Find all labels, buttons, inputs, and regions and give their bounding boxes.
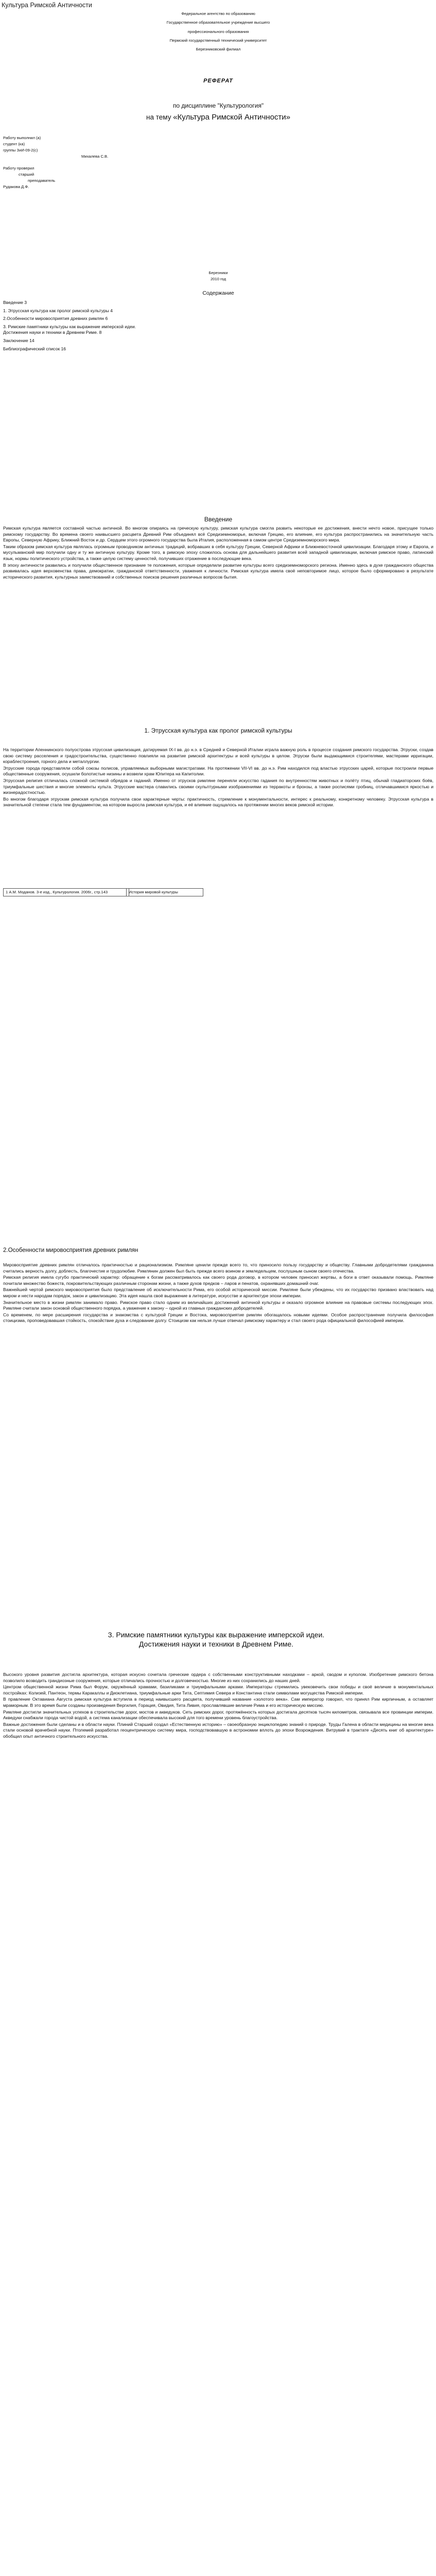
toc-item[interactable]: 1. Этрусская культура как пролог римской культуры 4 xyxy=(3,308,113,313)
toc-item[interactable]: 3. Римские памятники культуры как выражение имперской идеи. xyxy=(3,324,136,329)
year: 2010 год xyxy=(210,277,226,282)
toc-list xyxy=(3,300,433,354)
toc-item[interactable]: Заключение 14 xyxy=(3,337,34,343)
toc-item[interactable]: 2.Особенности мировосприятия древних римлян 6 xyxy=(3,316,108,321)
header-line: Государственное образовательное учреждение высшего xyxy=(166,20,270,25)
section2-heading: 2.Особенности мировосприятия древних римлян xyxy=(3,1247,138,1253)
footnote-box: 1 А.М. Моданов. 3-е изд., Культурология. 2006г., стр.143 xyxy=(3,888,129,896)
theme-title: «Культура Римской Античности» xyxy=(173,113,290,122)
referat-title: РЕФЕРАТ xyxy=(203,78,233,84)
checker-position-2: преподаватель xyxy=(28,178,56,183)
checker-position: старший xyxy=(19,172,34,177)
intro-heading-wrap xyxy=(3,515,433,523)
document-title: Культура Римской Античности xyxy=(2,2,92,9)
paragraph: Со временем, по мере расширения государства и знакомства с культурой Греции и Востока, мировосприятие римлян обогащалось новыми идеями. Особое распространение получила философия стоицизма, проповедовавшая стойкость, спокойствие духа и следование долгу. Стоицизм как нельзя лучше отвечал римскому характеру и стал своего рода официальной философией империи. xyxy=(3,1312,433,1324)
section2-heading-wrap xyxy=(3,1247,433,1255)
toc-item[interactable]: Введение 3 xyxy=(3,300,27,305)
paragraph: Этрусские города представляли собой союзы полисов, управляемых выборными магистратами. На протяжении VII-VI вв. до н.э. Рим находился под властью этрусских царей, которые построили первые общественные сооружения, осушили болотистые низины и возвели храм Юпитера на Капитолии. xyxy=(3,765,433,777)
header-line: профессионального образования xyxy=(187,29,249,34)
footnote-box: История мировой культуры xyxy=(126,888,203,896)
header-line: Пермский государственный технический университет xyxy=(169,38,267,43)
theme-line xyxy=(3,112,433,123)
section3-body xyxy=(3,1672,433,1740)
paragraph: Высокого уровня развития достигла архитектура, которая искусно сочетала греческие ордера с собственными конструктивными находками – аркой, сводом и куполом. Изобретение римского бетона позволило возводить грандиозные сооружения, которые отличались прочностью и долговечностью. Многие из них сохранились до наших дней. xyxy=(3,1672,433,1683)
section1-body xyxy=(3,747,433,809)
paragraph: Важные достижения были сделаны и в области науки. Плиний Старший создал «Естественную историю» – своеобразную энциклопедию знаний о природе. Труды Галена в области медицины на многие века стали основой врачебной науки. Птолемей разработал геоцентрическую систему мира, господствовавшую в астрономии вплоть до эпохи Возрождения. Витрувий в трактате «Десять книг об архитектуре» обобщил опыт античного строительного искусства. xyxy=(3,1721,433,1739)
student-label: студент (ка) xyxy=(3,142,25,147)
section3-heading-wrap xyxy=(93,1631,340,1649)
paragraph: Этрусская религия отличалась сложной системой обрядов и гаданий. Именно от этрусков римляне переняли искусство гадания по внутренностям животных и полёту птиц, обычай гладиаторских боёв, триумфальные шествия и многие элементы культа. Этрусские мастера славились своими скульптурными изображениями из терракоты и бронзы, а также росписями гробниц, отличавшимися яркостью и жизнерадостностью. xyxy=(3,777,433,795)
paragraph: Важнейшей чертой римского мировосприятия было представление об исключительности Рима, его особой исторической миссии. Римляне были убеждены, что их государство призвано властвовать над миром и нести народам порядок, закон и цивилизацию. Эта идея нашла своё выражение в литературе, искусстве и архитектуре эпохи империи. xyxy=(3,1287,433,1298)
intro-body xyxy=(3,526,433,581)
paragraph: Значительное место в жизни римлян занимало право. Римское право стало одним из величайших достижений античной культуры и оказало огромное влияние на правовые системы последующих эпох. Римляне считали закон основой общественного порядка, а уважение к закону – одной из главных гражданских добродетелей. xyxy=(3,1299,433,1311)
paragraph: Римляне достигли значительных успехов в строительстве дорог, мостов и акведуков. Сеть римских дорог, протяжённость которых достигала десятков тысяч километров, связывала все провинции империи. Акведуки снабжали города чистой водой, а система канализации обеспечивала высокий для того времени уровень благоустройства. xyxy=(3,1709,433,1721)
checked-label: Работу проверил xyxy=(3,165,34,171)
intro-heading: Введение xyxy=(204,516,233,523)
section2-body xyxy=(3,1262,433,1325)
header-line: Федеральное агентство по образованию xyxy=(181,11,255,16)
performed-label: Работу выполнил (а) xyxy=(3,135,41,140)
section3-heading: 3. Римские памятники культуры как выражение имперской идеи. Достижения науки и техники в Древнем Риме. xyxy=(108,1631,325,1648)
paragraph: Во многом благодаря этрускам римская культура получила свои характерные черты: практичность, стремление к монументальности, интерес к реальному, конкретному человеку. Этрусская культура в значительной степени стала тем фундаментом, на котором выросла римская культура, и её влияние ощущалось на протяжении многих веков римской истории. xyxy=(3,796,433,808)
paragraph: Таким образом римская культура являлась огромным проводником античных традиций, вобравших в себя культуру Греции, Северной Африки и Ближневосточной цивилизации. Благодаря этому и Европа, и мусульманский мир получили одну и ту же античную культуру. Кроме того, в римскую эпоху сложилось основа для дальнейшего развития всей западной цивилизации, включая римское право, латинский язык, нормы политического устройства, а также целую систему ценностей, получивших отражение в последующие века. xyxy=(3,544,433,561)
paragraph: Центром общественной жизни Рима был Форум, окружённый храмами, базиликами и триумфальными арками. Императоры стремились увековечить свои победы и своё величие в монументальных постройках: Колизей, Пантеон, термы Каракаллы и Диоклетиана, триумфальные арки Тита, Септимия Севера и Константина стали символами могущества Римской империи. xyxy=(3,1684,433,1696)
theme-prefix: на тему xyxy=(146,113,171,121)
section1-heading-wrap xyxy=(3,726,433,735)
toc-item[interactable]: Библиографический список 16 xyxy=(3,346,66,351)
section1-heading: 1. Этрусская культура как пролог римской культуры xyxy=(144,727,292,734)
paragraph: В эпоху античности развились и получили общественное признание те положения, которые определили развитие культуры всего средиземноморского региона. Именно здесь в духе гражданского общества развивалась идея верховенства права, демократии, гражданской ответственности, уважения к личности. Римская культура имела своё неповторимое лицо, которое было сформировано в результате исторического развития, культурных заимствований и собственных поисков решения различных вопросов бытия. xyxy=(3,562,433,580)
discipline-line: по дисциплине "Культурология" xyxy=(172,102,264,109)
toc-heading: Содержание xyxy=(202,290,234,296)
header-line: Березниковский филиал xyxy=(196,47,241,52)
paragraph: Римская религия имела сугубо практический характер: обращение к богам рассматривалось как своего рода договор, в котором человек приносил жертвы, а боги в ответ оказывали помощь. Римляне почитали множество божеств, покровительствующих различным сторонам жизни, а также духов предков – ларов и пенатов, охранявших домашний очаг. xyxy=(3,1275,433,1286)
place-block xyxy=(3,270,433,282)
city: Березники xyxy=(208,270,228,275)
paragraph: Римская культура является составной частью античной. Во многом опираясь на греческую культуру, римская культура смогла развить некоторые ее достижения, внести нечто новое, присущее только римскому государству. Во времена своего наивысшего расцвета Древний Рим объединял всё Средиземноморье, включая Грецию, его влияние, его культура распространились на значительную часть Европы, Северную Африку, Ближний Восток и др. Сердцем этого огромного государства была Италия, расположенная в самом центре Средиземноморского мира. xyxy=(3,526,433,543)
author-block xyxy=(3,135,433,190)
paragraph: Мировосприятие древних римлян отличалось практичностью и рационализмом. Римляне ценили прежде всего то, что приносило пользу государству и обществу. Главными добродетелями гражданина считались верность долгу, доблесть, благочестие и трудолюбие. Римлянин должен был быть прежде всего воином и земледельцем, послушным сыном своего отечества. xyxy=(3,1262,433,1274)
header-block xyxy=(3,11,433,56)
checker-name: Рудакова Д.Ф. xyxy=(3,184,29,189)
paragraph: В правление Октавиана Августа римская культура вступила в период наивысшего расцвета, получивший название «золотого века». Сам император говорил, что принял Рим кирпичным, а оставляет мраморным. В это время были созданы произведения Вергилия, Горация, Овидия, Тита Ливия, прославлявшие величие Рима и его историческую миссию. xyxy=(3,1697,433,1708)
group-label: группы ЗиИ-09-2(с) xyxy=(3,148,38,153)
toc-item[interactable]: Достижения науки и техники в Древнем Риме. 8 xyxy=(3,330,102,335)
author-name: Михалева С.В. xyxy=(81,154,109,159)
paragraph: На территории Апеннинского полуострова этрусская цивилизация, датируемая IX-I вв. до н.э. в Средней и Северной Италии играла важную роль в процессе создания римского государства. Этруски, создав свою систему расселения и градостроительства, существенно повлияли на развитие римской архитектуры и всей культуры в целом. Этруски были выдающимися строителями, мастерами ирригации, кораблестроения, горного дела и металлургии. xyxy=(3,747,433,765)
